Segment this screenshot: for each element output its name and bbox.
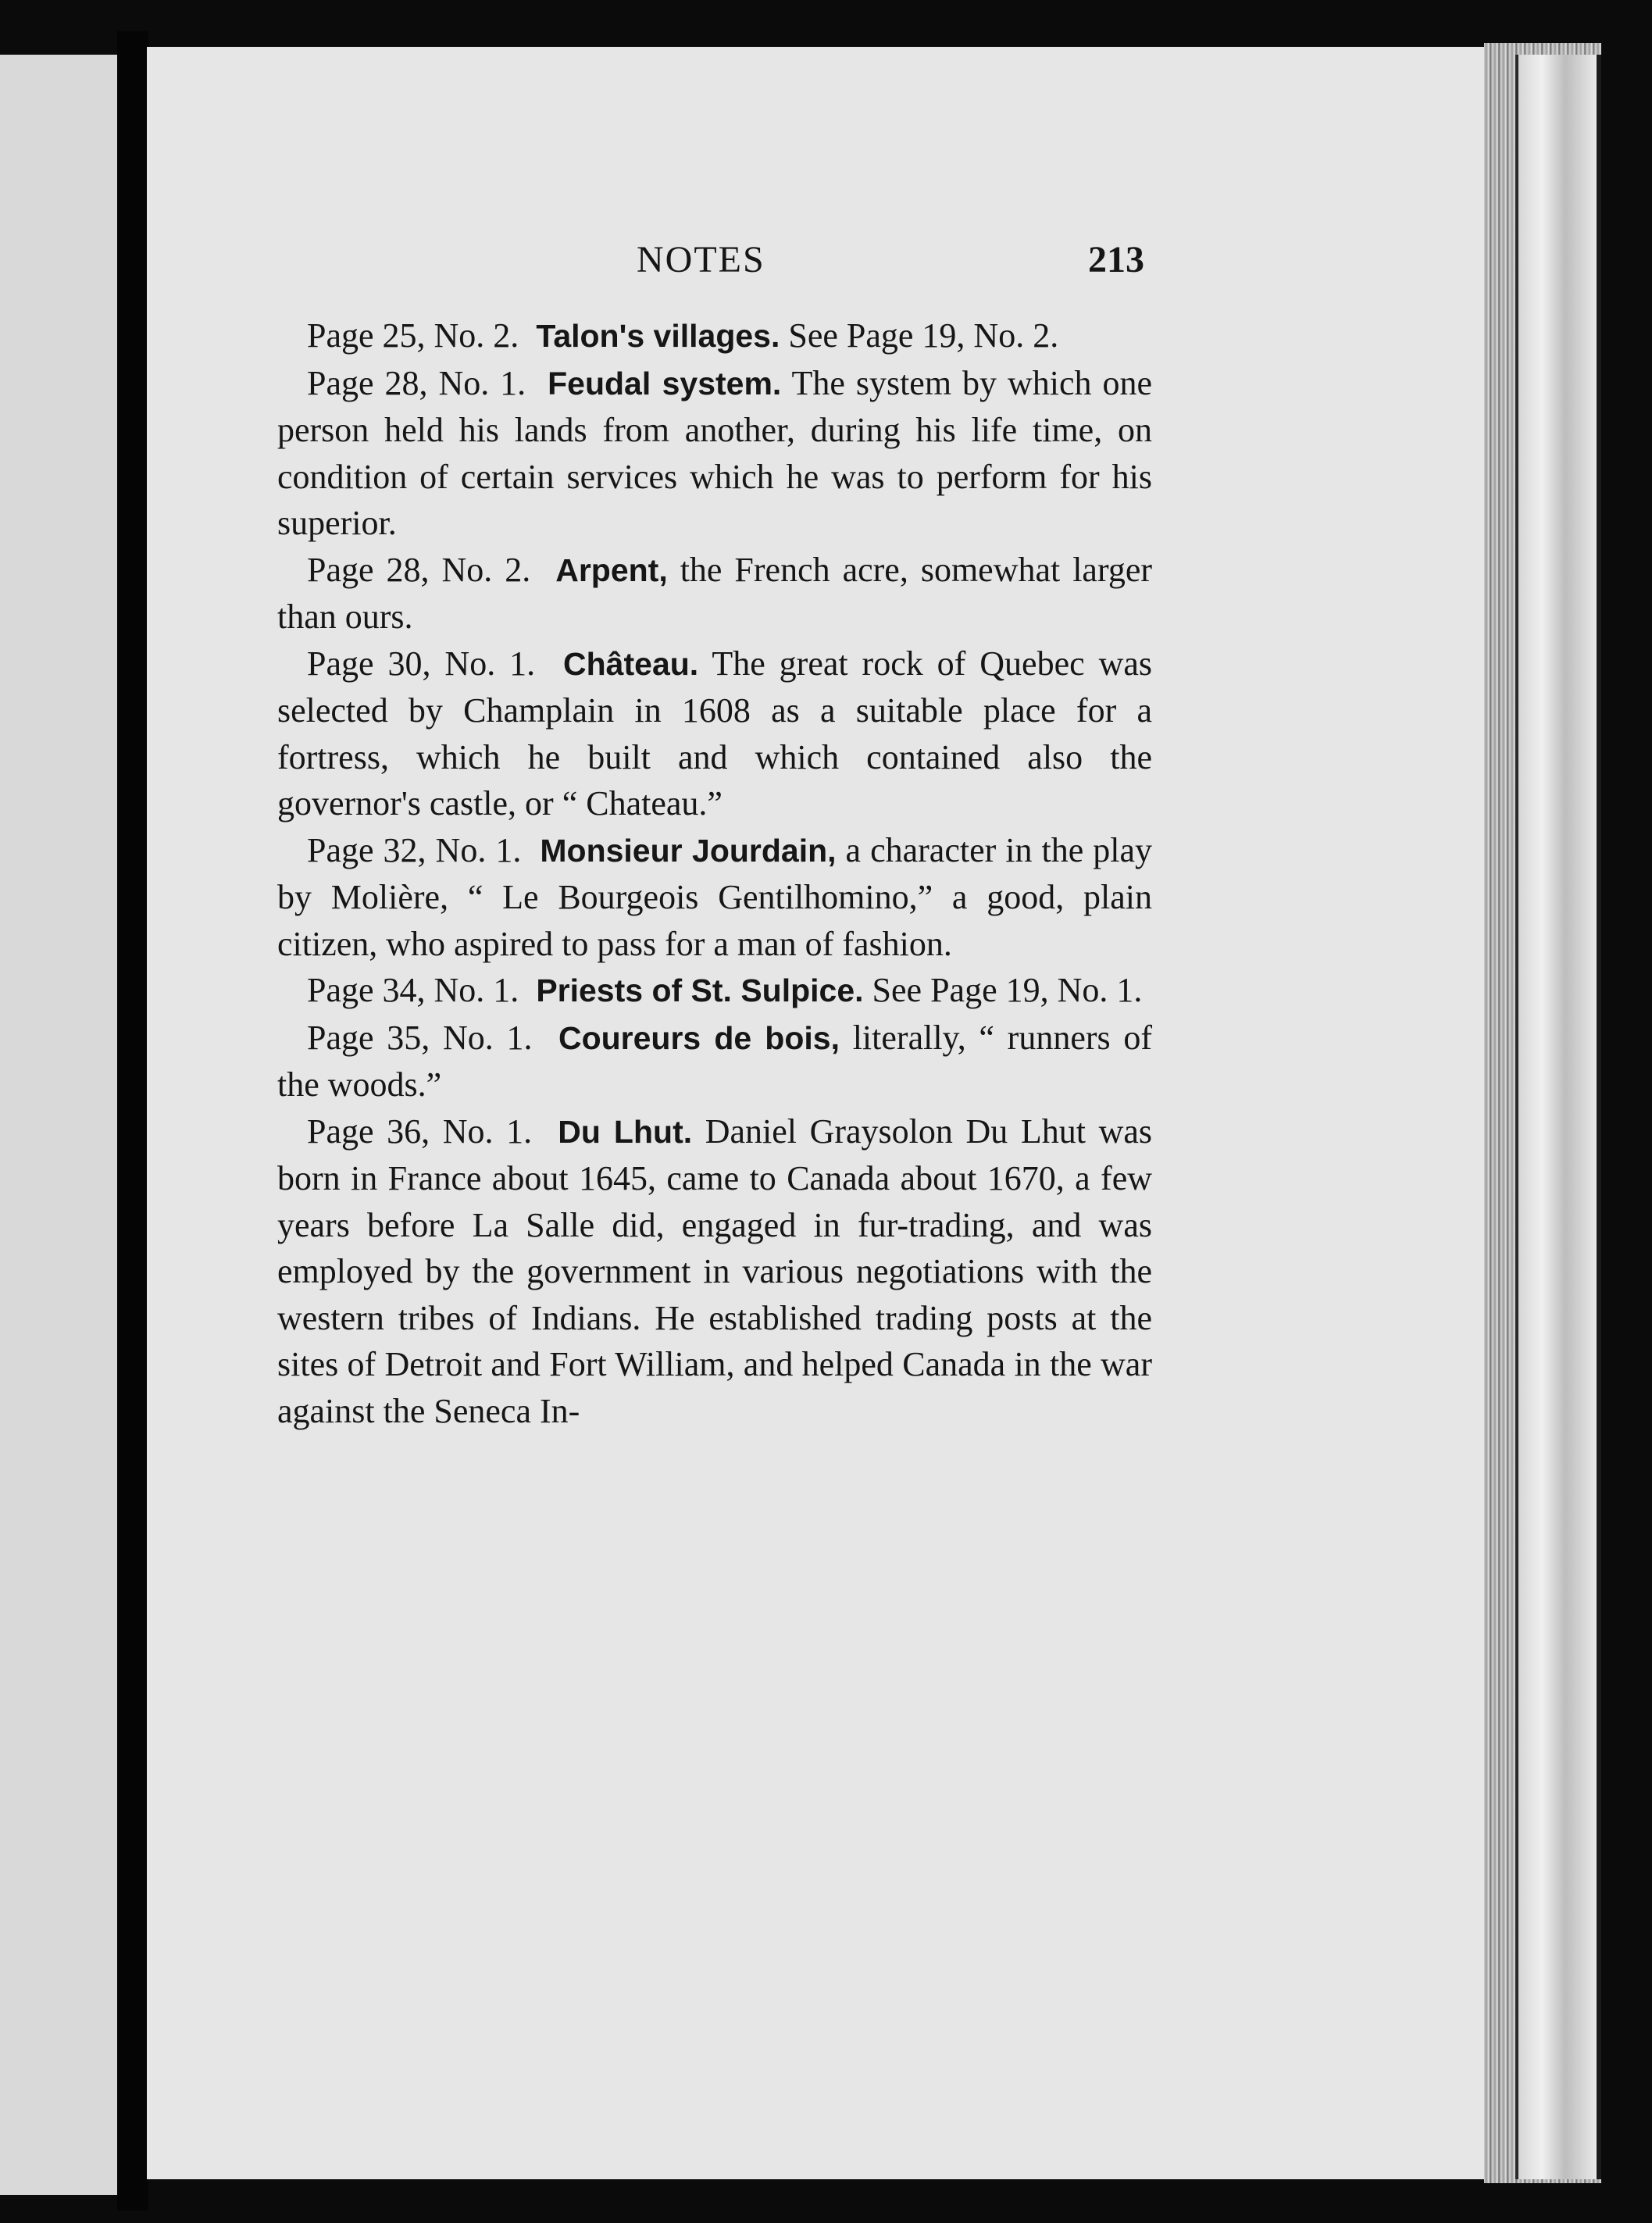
note-entry [277, 1108, 1152, 1435]
note-ref: Page 36, No. 1. [307, 1112, 533, 1151]
note-term: Arpent, [555, 551, 668, 588]
note-ref: Page 25, No. 2. [307, 316, 519, 355]
note-term: Priests of St. Sulpice. [536, 972, 864, 1008]
note-text: See Page 19, No. 1. [863, 971, 1143, 1009]
note-text: The great rock of Quebec was selected by Champlain in 1608 as a suitable place for a fortress, which he built and which contained also the governor's castle, or “ Chateau.” [277, 644, 1153, 822]
note-text: Daniel Graysolon Du Lhut was born in France about 1645, came to Canada about 1670, a few years before La Salle did, engaged in fur-trading, and was employed by the government in various negotiations with the western tribes of Indians. He established trading posts at the sites of Detroit and Fort William, and helped Canada in the war against the Seneca In- [277, 1112, 1152, 1430]
note-term: Du Lhut. [558, 1113, 693, 1150]
note-text: a character in the play by Molière, “ Le Bourgeois Gentilhomino,” a good, plain citizen, who aspired to pass for a man of fashion. [277, 830, 1153, 963]
note-ref: Page 28, No. 1. [307, 363, 526, 402]
note-ref: Page 34, No. 1. [307, 971, 519, 1009]
note-term: Château. [563, 645, 699, 682]
note-entry [277, 967, 1152, 1015]
note-entry [277, 1015, 1152, 1108]
note-entry [277, 640, 1152, 827]
note-term: Monsieur Jourdain, [540, 832, 837, 869]
page-number: 213 [1088, 239, 1144, 280]
note-term: Talon's villages. [536, 318, 780, 354]
note-text: the French acre, somewhat larger than ours. [277, 550, 1152, 636]
note-ref: Page 30, No. 1. [307, 644, 536, 683]
note-ref: Page 28, No. 2. [307, 550, 531, 589]
book-gutter [117, 31, 148, 2211]
running-head-title: NOTES [637, 239, 765, 280]
note-ref: Page 32, No. 1. [307, 830, 522, 869]
note-text: literally, “ runners of the woods.” [277, 1018, 1153, 1104]
note-text: See Page 19, No. 2. [780, 316, 1059, 355]
note-entry [277, 312, 1152, 360]
page-stack [1515, 55, 1601, 2179]
note-entry [277, 547, 1152, 640]
note-entry [277, 827, 1152, 968]
note-text: The system by which one person held his lands from another, during his life time, on condition of certain services which he was to perform for his superior. [277, 363, 1153, 542]
notes-list [277, 312, 1152, 1434]
note-term: Coureurs de bois, [558, 1019, 840, 1056]
note-term: Feudal system. [548, 365, 782, 401]
running-head [277, 238, 1144, 285]
facing-page-edge [0, 55, 117, 2195]
note-entry [277, 360, 1152, 547]
note-ref: Page 35, No. 1. [307, 1018, 533, 1057]
